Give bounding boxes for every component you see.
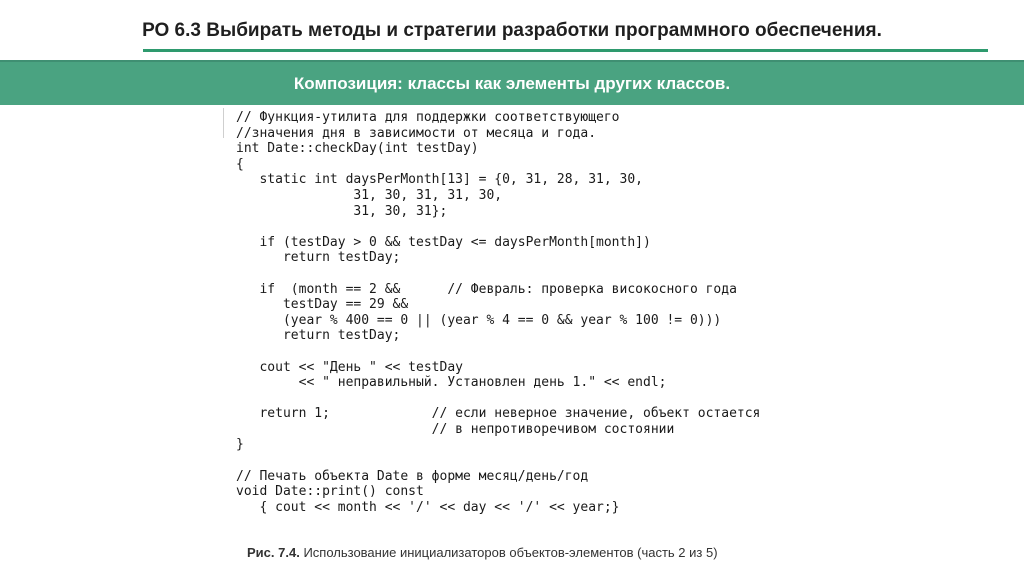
code-line: if (testDay > 0 && testDay <= daysPerMonth[month]) xyxy=(236,234,651,250)
slide-subtitle: Композиция: классы как элементы других классов. xyxy=(293,74,731,93)
code-line: << " неправильный. Установлен день 1." << endl; xyxy=(236,375,667,391)
code-line xyxy=(236,344,760,360)
subtitle-banner xyxy=(0,60,1024,105)
code-line: { xyxy=(236,156,244,172)
code-line: (year % 400 == 0 || (year % 4 == 0 && year % 100 != 0))) xyxy=(236,312,722,328)
code-line: //значения дня в зависимости от месяца и года. xyxy=(236,125,597,141)
code-line: void Date::print() const xyxy=(236,484,424,500)
code-line: 31, 30, 31, 31, 30, xyxy=(236,187,503,203)
code-line: // в непротиворечивом состоянии xyxy=(236,421,675,437)
scan-edge-line xyxy=(223,108,224,138)
figure-label: Рис. 7.4. xyxy=(247,545,300,560)
code-listing xyxy=(236,110,760,515)
code-line: cout << "День " << testDay xyxy=(236,359,463,375)
code-line: testDay == 29 && xyxy=(236,297,409,313)
code-line: int Date::checkDay(int testDay) xyxy=(236,141,479,157)
code-line: return testDay; xyxy=(236,328,401,344)
title-underline xyxy=(143,49,988,52)
code-line: 31, 30, 31}; xyxy=(236,203,448,219)
code-line: } xyxy=(236,437,244,453)
code-line: static int daysPerMonth[13] = {0, 31, 28, 31, 30, xyxy=(236,172,643,188)
slide-title: РО 6.3 Выбирать методы и стратегии разработки программного обеспечения. xyxy=(142,20,882,41)
code-line: { cout << month << '/' << day << '/' << year;} xyxy=(236,499,620,515)
figure-caption-text: Использование инициализаторов объектов-элементов (часть 2 из 5) xyxy=(303,545,718,560)
code-line xyxy=(236,219,760,235)
code-line xyxy=(236,266,760,282)
code-line: // Функция-утилита для поддержки соответствующего xyxy=(236,110,620,125)
code-line xyxy=(236,453,760,469)
code-line xyxy=(236,391,760,407)
code-line: return testDay; xyxy=(236,250,401,266)
code-line: // Печать объекта Date в форме месяц/день/год xyxy=(236,468,589,484)
code-line: if (month == 2 && // Февраль: проверка високосного года xyxy=(236,281,737,297)
code-line: return 1; // если неверное значение, объект остается xyxy=(236,406,761,422)
figure-caption xyxy=(247,545,718,560)
